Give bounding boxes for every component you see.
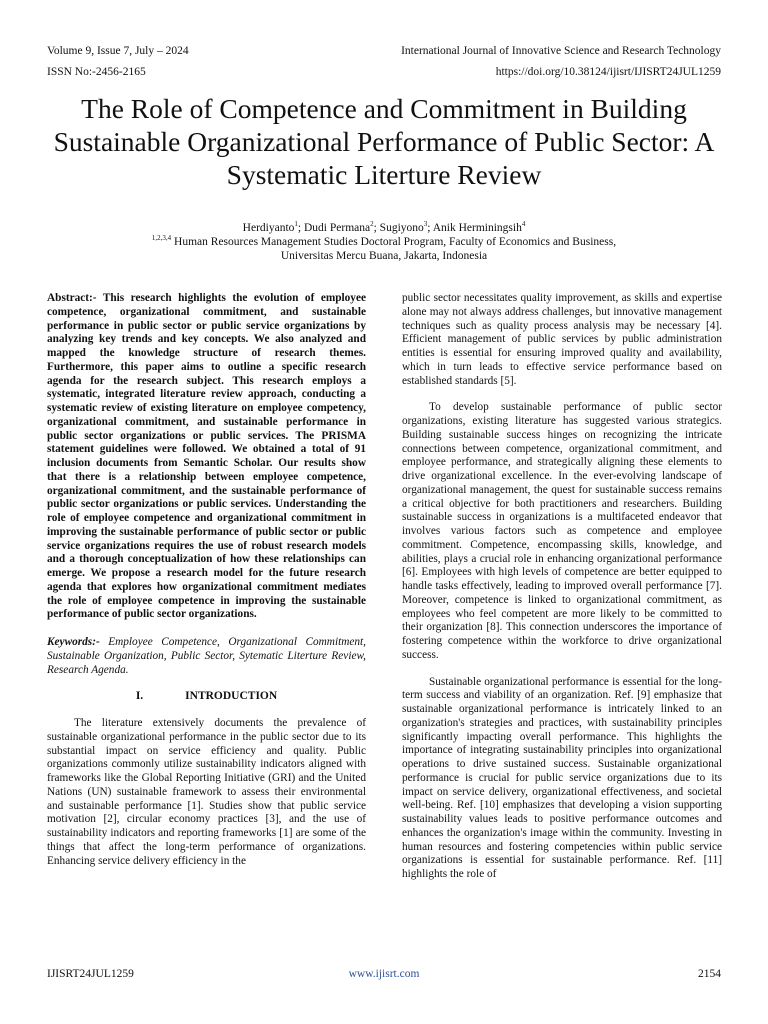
footer-website-link bbox=[0, 967, 768, 981]
keywords-text: Employee Competence, Organizational Commitment, Sustainable Organization, Public Sector, Sytematic Literture Review, Research Agenda. bbox=[47, 636, 367, 676]
website-link-text[interactable]: www.ijisrt.com bbox=[348, 968, 420, 980]
body-paragraph: Sustainable organizational performance is essential for the long-term success and viability of an organization. Ref. [9] emphasize that sustainable organizational performance is intricately linked to an organization's strategies and practices, with sustainability principles significantly impacting overall performance. This highlights the importance of integrating sustainability principles into organizational operations to drive sustained success. Sustainable organizational performance is crucial for public service organizations due to its impact on service delivery, organizational effectiveness, and societal well-being. Ref. [10] emphasizes that developing a vision supporting sustainability values leads to positive performance outcomes and enhances the organization's image within the community. Investing in human resources and fostering competencies within public service organizations is essential for sustainable performance. Ref. [11] highlights the role of bbox=[402, 675, 722, 880]
journal-issn: ISSN No:-2456-2165 bbox=[47, 66, 146, 78]
author-list: Herdiyanto$^1$; Dudi Permana$^2$; Sugiyono$^3$; Anik Herminingsih$^4$ bbox=[242, 220, 526, 234]
author-block bbox=[40, 221, 728, 263]
author-name: Sugiyono bbox=[379, 222, 424, 234]
abstract: Abstract:- This research highlights the evolution of employee competence, organizational commitment, and sustainable performance in public sector or public service organizations by analyzing key trends and key concepts. We also analyzed and mapped the knowledge structure of research themes. Furthermore, this paper aims to outline a specific research agenda for the research subject. This research employs a systematic, integrated literature review approach, conducting a systematic review of existing literature on employee competency, organizational commitment, and sustainable performance in public sector organizations or public services. The PRISMA statement guidelines were followed. We obtained a total of 91 inclusion documents from Semantic Scholar. Our results show that there is a relationship between employee competence, organizational commitment, and the sustainable performance of public sector organizations or public services. Understanding the role of employee competence and organizational commitment in improving the sustainable performance of public sector or public service organizations requires the use of robust research models and a thorough conceptualization of how these relationships can emerge. We propose a research model for the future research agenda that explores how organizational commitment mediates the role of employee competence in improving the sustainable performance of public sector organizations. bbox=[47, 292, 366, 621]
author-affiliation-mark: 3 bbox=[423, 220, 428, 229]
paper-title: The Role of Competence and Commitment in Building Sustainable Organizational Performance of Public Sector: A Systematic Literture Review bbox=[53, 93, 715, 190]
author-affiliation-mark: 4 bbox=[521, 220, 526, 229]
right-column bbox=[402, 292, 722, 882]
author-name: Herdiyanto bbox=[242, 222, 295, 234]
keywords-label: Keywords:- bbox=[47, 636, 100, 648]
body-paragraph: public sector necessitates quality improvement, as skills and expertise alone may not always address challenges, but innovative management techniques such as quality process analysis may be necessary [4]. Efficient management of public services by public administration entities is essential for ensuring improved quality and availability, which in turn leads to effective service performance based on established standards [5]. bbox=[402, 292, 722, 387]
body-paragraph: To develop sustainable performance of public sector organizations, existing literature has suggested various strategics. Building sustainable success hinges on recognizing the intricate connections between competence, organizational commitment, and employee performance, and strategically aligning these elements to drive organizational excellence. In the ever-evolving landscape of organizational management, the quest for sustainable success remains a critical objective for both practitioners and researchers. Building sustainable success in organizations is a multifaceted endeavor that involves various factors such as competence and employee commitment. Competence, encompassing skills, knowledge, and abilities, plays a crucial role in enhancing organizational performance [6]. Employees with high levels of competence are better equipped to handle tasks effectively, leading to improved overall performance [7]. Moreover, competence is linked to organizational commitment, as employees who feel competent are more likely to be committed to their organization [8]. This connection underscores the importance of fostering competence within the workforce to drive organizational success. bbox=[402, 401, 722, 661]
section-number: I. bbox=[135, 690, 144, 703]
journal-volume: Volume 9, Issue 7, July – 2024 bbox=[47, 45, 189, 57]
section-title: INTRODUCTION bbox=[185, 690, 278, 703]
journal-name: International Journal of Innovative Science and Research Technology bbox=[401, 45, 721, 57]
section-heading bbox=[47, 690, 366, 704]
footer-article-id: IJISRT24JUL1259 bbox=[47, 968, 134, 980]
affiliation-mark: 1,2,3,4 bbox=[151, 234, 172, 243]
author-name: Dudi Permana bbox=[303, 222, 371, 234]
author-affiliation-mark: 1 bbox=[294, 220, 298, 229]
keywords bbox=[47, 636, 366, 677]
left-column bbox=[47, 292, 366, 868]
author-name: Anik Herminingsih bbox=[432, 222, 522, 234]
author-affiliation-mark: 2 bbox=[370, 220, 374, 229]
affiliation-text: Human Resources Management Studies Doctoral Program, Faculty of Economics and Business, bbox=[174, 236, 617, 248]
body-paragraph: The literature extensively documents the prevalence of sustainable organizational performance in the public sector due to its substantial impact on service efficiency and quality. Public organizations commonly utilize sustainability indicators aligned with frameworks like the Global Reporting Initiative (GRI) and the United Nations (UN) sustainable framework to assess their environmental and sustainable performance [1]. Studies show that public service motivation [2], circular economy practices [3], and the use of sustainability indicators and reporting frameworks [1] are some of the things that affect the long-term performance of organizations. Enhancing service delivery efficiency in the bbox=[47, 717, 366, 867]
page-number: 2154 bbox=[698, 968, 721, 980]
article-doi[interactable]: https://doi.org/10.38124/ijisrt/IJISRT24JUL1259 bbox=[495, 66, 721, 78]
affiliation-line bbox=[40, 235, 728, 249]
affiliation-line: Universitas Mercu Buana, Jakarta, Indonesia bbox=[280, 250, 488, 262]
